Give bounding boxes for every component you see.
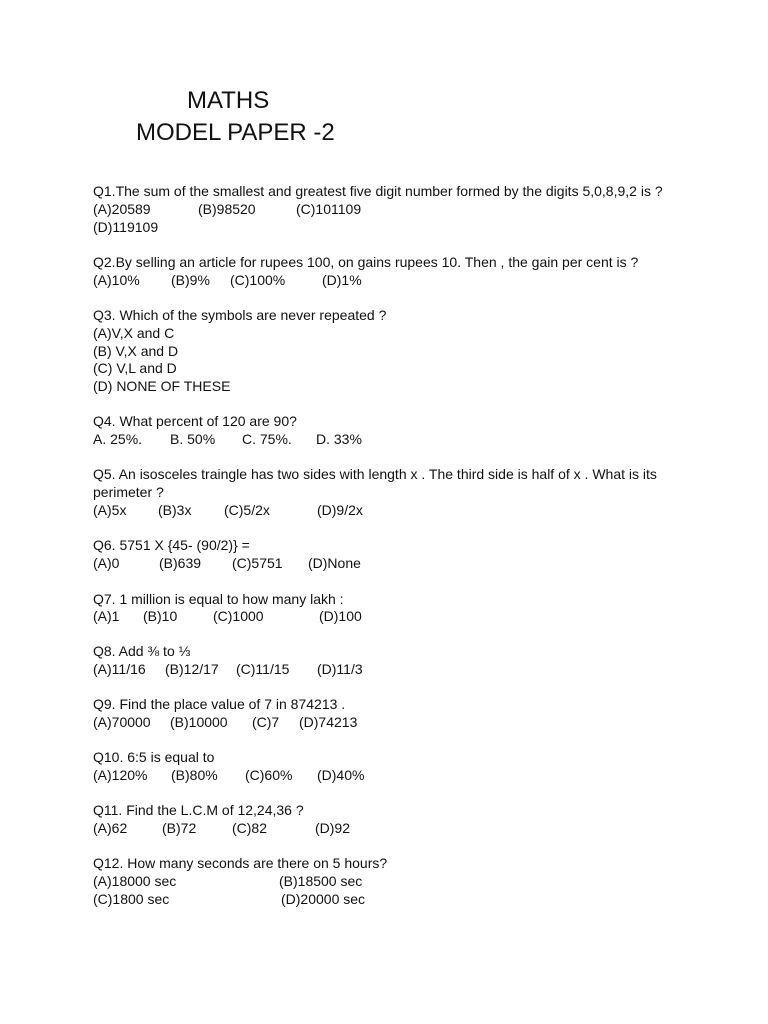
question-7-option-a: (A)1 (93, 608, 120, 624)
question-10-option-d: (D)40% (317, 767, 365, 783)
question-8-option-b: (B)12/17 (165, 661, 219, 677)
question-11-option-a: (A)62 (93, 820, 128, 836)
question-5-option-b: (B)3x (158, 502, 192, 518)
question-3-option-c: (C) V,L and D (93, 360, 177, 376)
question-9-text: Q9. Find the place value of 7 in 874213 . (93, 696, 346, 712)
question-10-text: Q10. 6:5 is equal to (93, 749, 215, 765)
question-11-option-d: (D)92 (315, 820, 351, 836)
question-5-text: Q5. An isosceles traingle has two sides with length x . The third side is half of x . What is its (93, 466, 657, 482)
question-9-option-b: (B)10000 (170, 714, 228, 730)
question-12-option-b: (B)18500 sec (279, 873, 363, 889)
subject-title: MATHS (187, 87, 270, 114)
question-12-option-c: (C)1800 sec (93, 891, 170, 907)
question-12-option-d: (D)20000 sec (281, 891, 366, 907)
question-8-option-d: (D)11/3 (317, 661, 363, 677)
question-6-option-b: (B)639 (159, 555, 202, 571)
question-10-option-c: (C)60% (245, 767, 293, 783)
question-7-option-c: (C)1000 (213, 608, 264, 624)
question-1-option-c: (C)101109 (296, 201, 362, 217)
question-7-option-d: (D)100 (319, 608, 362, 624)
question-2-option-b: (B)9% (171, 272, 210, 288)
question-1-option-a: (A)20589 (93, 201, 151, 217)
question-3-option-d: (D) NONE OF THESE (93, 378, 231, 394)
question-1-text: Q1.The sum of the smallest and greatest five digit number formed by the digits 5,0,8,9,2 is ? (93, 183, 663, 199)
question-3-option-b: (B) V,X and D (93, 343, 179, 359)
question-12-text: Q12. How many seconds are there on 5 hours? (93, 855, 388, 871)
question-1-option-b: (B)98520 (198, 201, 256, 217)
question-2-option-c: (C)100% (230, 272, 286, 288)
question-8-option-c: (C)11/15 (236, 661, 290, 677)
question-5-text-continued: perimeter ? (93, 484, 164, 500)
question-6-option-a: (A)0 (93, 555, 120, 571)
question-11-text: Q11. Find the L.C.M of 12,24,36 ? (93, 802, 304, 818)
question-6-text: Q6. 5751 X {45- (90/2)} = (93, 537, 250, 553)
question-9-option-d: (D)74213 (299, 714, 358, 730)
question-6-option-c: (C)5751 (232, 555, 283, 571)
question-5-option-c: (C)5/2x (224, 502, 270, 518)
paper-title: MODEL PAPER -2 (136, 119, 335, 146)
question-2-text: Q2.By selling an article for rupees 100, on gains rupees 10. Then , the gain per cent is ? (93, 254, 639, 270)
question-8-text: Q8. Add ⅜ to ⅓ (93, 643, 191, 659)
question-3-option-a: (A)V,X and C (93, 325, 175, 341)
question-9-option-a: (A)70000 (93, 714, 151, 730)
question-6-option-d: (D)None (308, 555, 361, 571)
question-7-option-b: (B)10 (143, 608, 178, 624)
question-4-option-d: D. 33% (316, 431, 362, 447)
question-9-option-c: (C)7 (252, 714, 280, 730)
question-8-option-a: (A)11/16 (93, 661, 146, 677)
question-1-option-d: (D)119109 (93, 219, 159, 235)
question-3-text: Q3. Which of the symbols are never repeated ? (93, 307, 387, 323)
question-2-option-a: (A)10% (93, 272, 140, 288)
question-7-text: Q7. 1 million is equal to how many lakh : (93, 591, 344, 607)
question-10-option-b: (B)80% (171, 767, 218, 783)
question-11-option-b: (B)72 (162, 820, 197, 836)
question-5-option-d: (D)9/2x (317, 502, 363, 518)
question-12-option-a: (A)18000 sec (93, 873, 177, 889)
question-4-option-b: B. 50% (170, 431, 216, 447)
question-4-option-a: A. 25%. (93, 431, 143, 447)
question-5-option-a: (A)5x (93, 502, 127, 518)
question-10-option-a: (A)120% (93, 767, 148, 783)
question-4-option-c: C. 75%. (242, 431, 292, 447)
question-11-option-c: (C)82 (232, 820, 268, 836)
question-2-option-d: (D)1% (322, 272, 362, 288)
question-4-text: Q4. What percent of 120 are 90? (93, 413, 297, 429)
